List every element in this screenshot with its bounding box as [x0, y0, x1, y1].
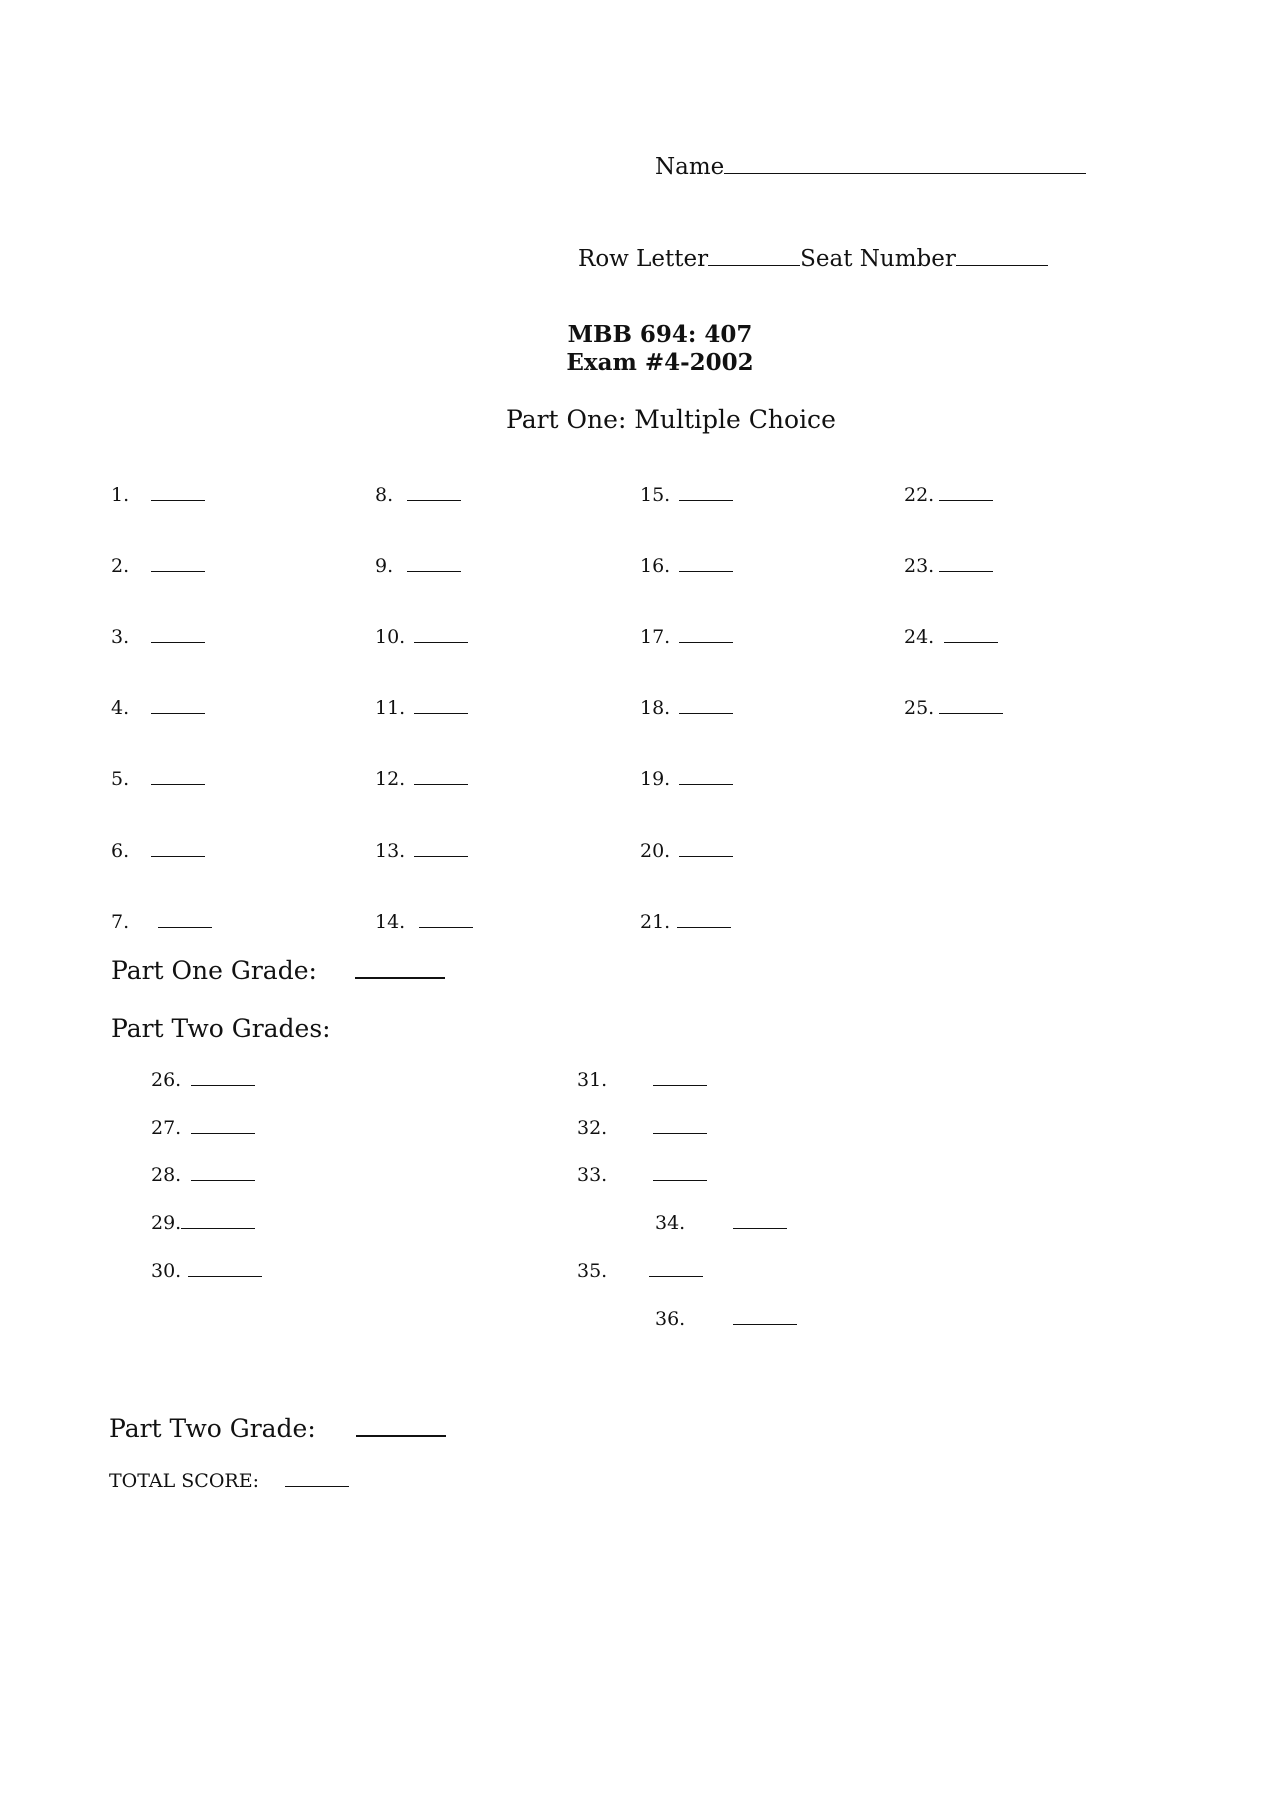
question-answer [655, 1212, 787, 1234]
answer-blank[interactable] [414, 784, 468, 785]
question-answer [904, 626, 998, 648]
question-answer [375, 911, 473, 933]
question-answer [111, 555, 205, 577]
answer-blank[interactable] [188, 1276, 262, 1277]
question-number: 16. [640, 555, 671, 577]
question-number: 27. [151, 1117, 182, 1139]
question-answer [151, 1260, 262, 1282]
question-number: 33. [577, 1164, 608, 1186]
answer-blank[interactable] [944, 642, 998, 643]
answer-blank[interactable] [733, 1324, 797, 1325]
part-one-grade-blank[interactable] [355, 977, 445, 979]
question-answer [375, 555, 461, 577]
question-number: 17. [640, 626, 671, 648]
answer-blank[interactable] [679, 500, 733, 501]
answer-blank[interactable] [191, 1085, 255, 1086]
total-score-label: TOTAL SCORE: [109, 1470, 259, 1492]
question-answer [640, 484, 733, 506]
answer-blank[interactable] [151, 784, 205, 785]
row-letter-label: Row Letter [578, 246, 709, 272]
row-letter-blank[interactable] [708, 265, 800, 266]
question-number: 35. [577, 1260, 608, 1282]
answer-blank[interactable] [151, 571, 205, 572]
answer-blank[interactable] [151, 713, 205, 714]
question-answer [375, 626, 468, 648]
total-score [109, 1470, 349, 1492]
question-answer [577, 1260, 703, 1282]
seat-number-label: Seat Number [800, 246, 956, 272]
answer-blank[interactable] [419, 927, 473, 928]
question-number: 24. [904, 626, 935, 648]
question-number: 26. [151, 1069, 182, 1091]
question-answer [111, 484, 205, 506]
name-blank[interactable] [724, 173, 1086, 174]
answer-blank[interactable] [151, 500, 205, 501]
question-number: 28. [151, 1164, 182, 1186]
row-seat-field [578, 246, 1048, 272]
question-number: 36. [655, 1308, 686, 1330]
question-number: 25. [904, 697, 935, 719]
question-number: 31. [577, 1069, 608, 1091]
answer-blank[interactable] [679, 784, 733, 785]
question-answer [904, 697, 1003, 719]
question-answer [655, 1308, 797, 1330]
question-answer [151, 1164, 255, 1186]
question-number: 3. [111, 626, 130, 648]
question-number: 30. [151, 1260, 182, 1282]
question-number: 1. [111, 484, 130, 506]
part-two-grade-label: Part Two Grade: [109, 1414, 316, 1443]
answer-blank[interactable] [414, 713, 468, 714]
question-number: 10. [375, 626, 406, 648]
question-answer [640, 911, 731, 933]
answer-blank[interactable] [679, 856, 733, 857]
part-two-heading: Part Two Grades: [111, 1014, 331, 1043]
answer-blank[interactable] [407, 500, 461, 501]
question-answer [375, 840, 468, 862]
total-score-blank[interactable] [285, 1486, 349, 1487]
answer-blank[interactable] [939, 500, 993, 501]
question-number: 5. [111, 768, 130, 790]
part-two-grade [109, 1414, 446, 1443]
answer-blank[interactable] [653, 1085, 707, 1086]
question-number: 19. [640, 768, 671, 790]
answer-blank[interactable] [939, 713, 1003, 714]
answer-blank[interactable] [679, 571, 733, 572]
question-answer [111, 911, 212, 933]
answer-blank[interactable] [653, 1180, 707, 1181]
question-number: 32. [577, 1117, 608, 1139]
part-one-heading: Part One: Multiple Choice [506, 405, 836, 434]
question-answer [375, 768, 468, 790]
answer-blank[interactable] [151, 642, 205, 643]
exam-title: Exam #4-2002 [566, 349, 754, 376]
question-answer [375, 697, 468, 719]
answer-blank[interactable] [158, 927, 212, 928]
question-answer [111, 626, 205, 648]
answer-blank[interactable] [407, 571, 461, 572]
question-answer [111, 697, 205, 719]
question-answer [375, 484, 461, 506]
question-number: 4. [111, 697, 130, 719]
question-answer [640, 768, 733, 790]
question-answer [640, 555, 733, 577]
question-answer [640, 626, 733, 648]
question-answer [577, 1117, 707, 1139]
answer-blank[interactable] [414, 642, 468, 643]
question-answer [111, 840, 205, 862]
answer-blank[interactable] [191, 1180, 255, 1181]
question-number: 6. [111, 840, 130, 862]
question-answer [577, 1069, 707, 1091]
question-answer [640, 697, 733, 719]
question-number: 2. [111, 555, 130, 577]
answer-blank[interactable] [151, 856, 205, 857]
question-answer [151, 1117, 255, 1139]
name-label: Name [655, 154, 725, 180]
question-number: 9. [375, 555, 394, 577]
question-answer [577, 1164, 707, 1186]
answer-blank[interactable] [679, 713, 733, 714]
question-answer [111, 768, 205, 790]
question-number: 29. [151, 1212, 182, 1234]
question-number: 12. [375, 768, 406, 790]
course-title: MBB 694: 407 [567, 321, 753, 348]
question-number: 21. [640, 911, 671, 933]
part-one-grade [111, 956, 445, 985]
question-answer [904, 484, 993, 506]
question-number: 13. [375, 840, 406, 862]
question-number: 11. [375, 697, 406, 719]
answer-blank[interactable] [733, 1228, 787, 1229]
question-number: 14. [375, 911, 406, 933]
question-answer [151, 1212, 255, 1234]
question-number: 15. [640, 484, 671, 506]
answer-blank[interactable] [679, 642, 733, 643]
question-number: 20. [640, 840, 671, 862]
question-number: 7. [111, 911, 130, 933]
question-answer [904, 555, 993, 577]
answer-blank[interactable] [653, 1133, 707, 1134]
answer-blank[interactable] [649, 1276, 703, 1277]
answer-blank[interactable] [939, 571, 993, 572]
seat-number-blank[interactable] [956, 265, 1048, 266]
question-number: 18. [640, 697, 671, 719]
part-one-grade-label: Part One Grade: [111, 956, 317, 985]
answer-blank[interactable] [181, 1228, 255, 1229]
question-number: 34. [655, 1212, 686, 1234]
part-two-grade-blank[interactable] [356, 1435, 446, 1437]
question-answer [640, 840, 733, 862]
question-number: 23. [904, 555, 935, 577]
question-number: 8. [375, 484, 394, 506]
name-field[interactable] [655, 154, 1086, 180]
answer-blank[interactable] [677, 927, 731, 928]
question-answer [151, 1069, 255, 1091]
answer-blank[interactable] [414, 856, 468, 857]
answer-blank[interactable] [191, 1133, 255, 1134]
question-number: 22. [904, 484, 935, 506]
